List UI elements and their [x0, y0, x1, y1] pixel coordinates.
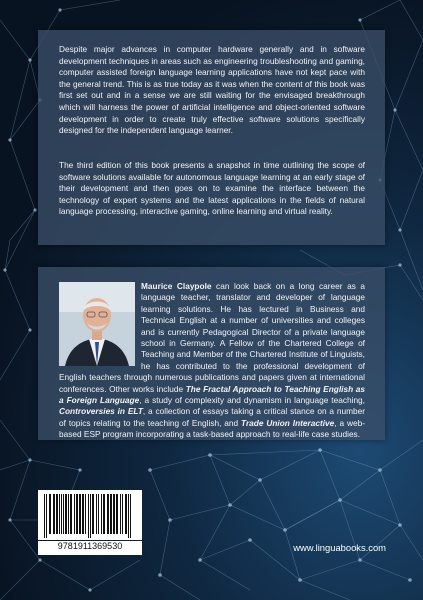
barcode-bar — [103, 494, 105, 534]
work-desc-2: , a collection of essays taking a critical stance on a number of topics relating to the teaching of English, and — [59, 406, 365, 428]
author-bio — [59, 281, 365, 441]
barcode-bar — [98, 494, 99, 534]
barcode-bar — [101, 494, 102, 534]
photo-spacer — [59, 281, 141, 365]
barcode-bar — [120, 494, 121, 534]
barcode-bar — [59, 494, 60, 534]
work-desc-3: , a web-based ESP program incorporating a task-based approach to real-life case studies. — [59, 417, 366, 440]
barcode-bar — [61, 494, 62, 534]
barcode-bar — [46, 494, 47, 538]
barcode-bar — [82, 494, 84, 534]
barcode-bar — [53, 494, 55, 534]
barcode-bar — [49, 494, 51, 534]
barcode-bar — [128, 494, 129, 538]
barcode-bar — [90, 494, 91, 538]
work-title-2: Controversies in ELT — [59, 406, 143, 417]
synopsis-paragraph-2: The third edition of this book presents a snapshot in time outlining the scope of software solutions available for autonomous language learning at an early stage of their development and then goes on to examine the interface between the technology of expert systems and the latest applications in the fields of natural language processing, interactive gaming, online learning and virtual reality. — [59, 160, 365, 217]
barcode-bar — [92, 494, 94, 534]
barcode-bar — [130, 494, 131, 538]
barcode-bar — [113, 494, 115, 534]
synopsis-paragraph-1: Despite major advances in computer hardware generally and in software development techniques in areas such as engineering troubleshooting and gaming, computer assisted foreign language learning applications have not kept pace with the general trend. This is as true today as it was when the content of this book was first set out and in a sense we are still waiting for the envisaged breakthrough which will harness the power of artificial intelligence and object-oriented software development in order to create truly effective software solutions specifically designed for the independent language learner. — [59, 44, 365, 136]
barcode-bar — [79, 494, 81, 534]
isbn-number: 9781911369530 — [38, 541, 142, 555]
barcode-bars — [38, 490, 142, 540]
author-name: Maurice Claypole — [141, 281, 212, 291]
barcode-bar — [107, 494, 109, 534]
barcode-bar — [125, 494, 127, 534]
publisher-website[interactable]: www.linguabooks.com — [293, 542, 386, 553]
barcode-bar — [44, 494, 45, 538]
barcode-bar — [74, 494, 75, 534]
barcode-bar — [110, 494, 112, 534]
barcode-bar — [96, 494, 97, 534]
barcode-bar — [70, 494, 72, 534]
work-desc-1: , a study of complexity and dynamism in language teaching, — [139, 395, 365, 406]
barcode-bar — [56, 494, 58, 534]
work-title-3: Trade Union Interactive — [241, 417, 335, 428]
barcode — [38, 490, 142, 540]
barcode-bar — [88, 494, 89, 538]
barcode-bar — [122, 494, 123, 534]
bio-intro: can look back on a long career as a language teacher, translator and developer of language learning solutions. He has lectured in Business and Technical English at a number of universities and colleges and is currently Pedagogical Director of a private language school in Germany. A Fellow of the Chartered College of Teaching and Member of the Chartered Institute of Linguists, he has contributed to the professional development of English teachers through numerous publications and papers given at international conferences. Other works include — [59, 281, 366, 394]
barcode-bar — [85, 494, 86, 534]
barcode-bar — [65, 494, 67, 534]
barcode-bar — [63, 494, 64, 534]
barcode-bar — [76, 494, 78, 534]
barcode-bar — [68, 494, 69, 534]
work-title-1: The Fractal Approach to Teaching English as a Foreign Language — [59, 383, 366, 406]
barcode-bar — [116, 494, 118, 534]
